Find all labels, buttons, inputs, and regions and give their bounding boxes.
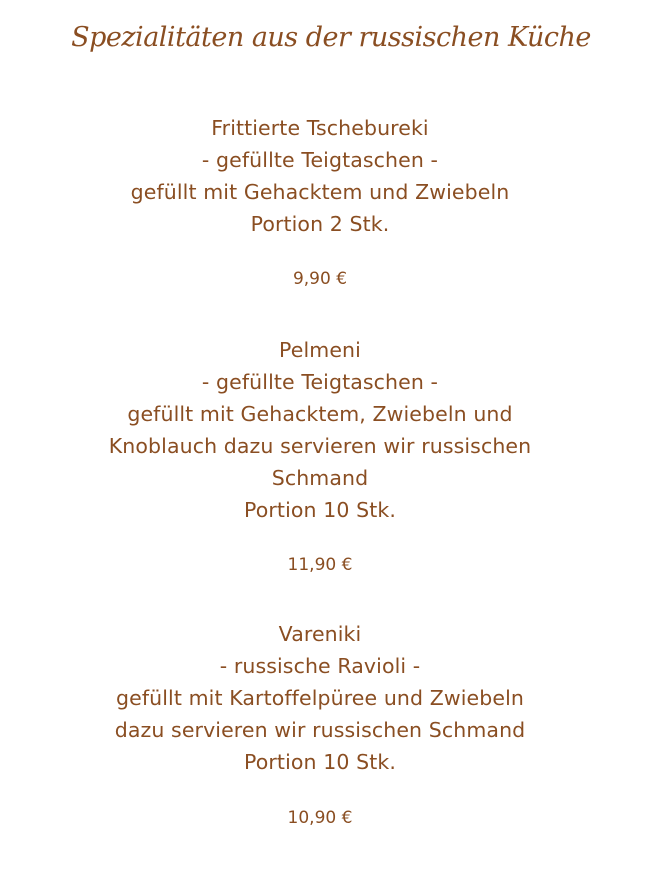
item-name: Frittierte Tschebureki: [211, 116, 429, 140]
menu-item-tschebureki: [0, 112, 640, 240]
item-subtitle: - gefüllte Teigtaschen -: [201, 370, 439, 394]
item-price: 10,90 €: [287, 808, 353, 828]
menu-item-vareniki: [0, 618, 640, 778]
item-description: gefüllt mit Gehacktem, Zwiebeln und: [127, 402, 513, 426]
item-portion: Portion 10 Stk.: [244, 750, 396, 774]
item-subtitle: - gefüllte Teigtaschen -: [201, 148, 439, 172]
item-description: gefüllt mit Kartoffelpüree und Zwiebeln: [116, 686, 524, 710]
page-title: Spezialitäten aus der russischen Küche: [71, 22, 591, 53]
item-description: gefüllt mit Gehacktem und Zwiebeln: [130, 180, 510, 204]
item-description: Schmand: [271, 466, 369, 490]
item-price: 11,90 €: [287, 555, 353, 575]
item-price: 9,90 €: [292, 269, 348, 289]
item-portion: Portion 10 Stk.: [244, 498, 396, 522]
item-description: dazu servieren wir russischen Schmand: [114, 718, 526, 742]
item-subtitle: - russische Ravioli -: [219, 654, 421, 678]
item-portion: Portion 2 Stk.: [250, 212, 390, 236]
menu-item-pelmeni: [0, 334, 640, 526]
item-description: Knoblauch dazu servieren wir russischen: [108, 434, 532, 458]
item-name: Pelmeni: [279, 338, 361, 362]
item-name: Vareniki: [278, 622, 362, 646]
